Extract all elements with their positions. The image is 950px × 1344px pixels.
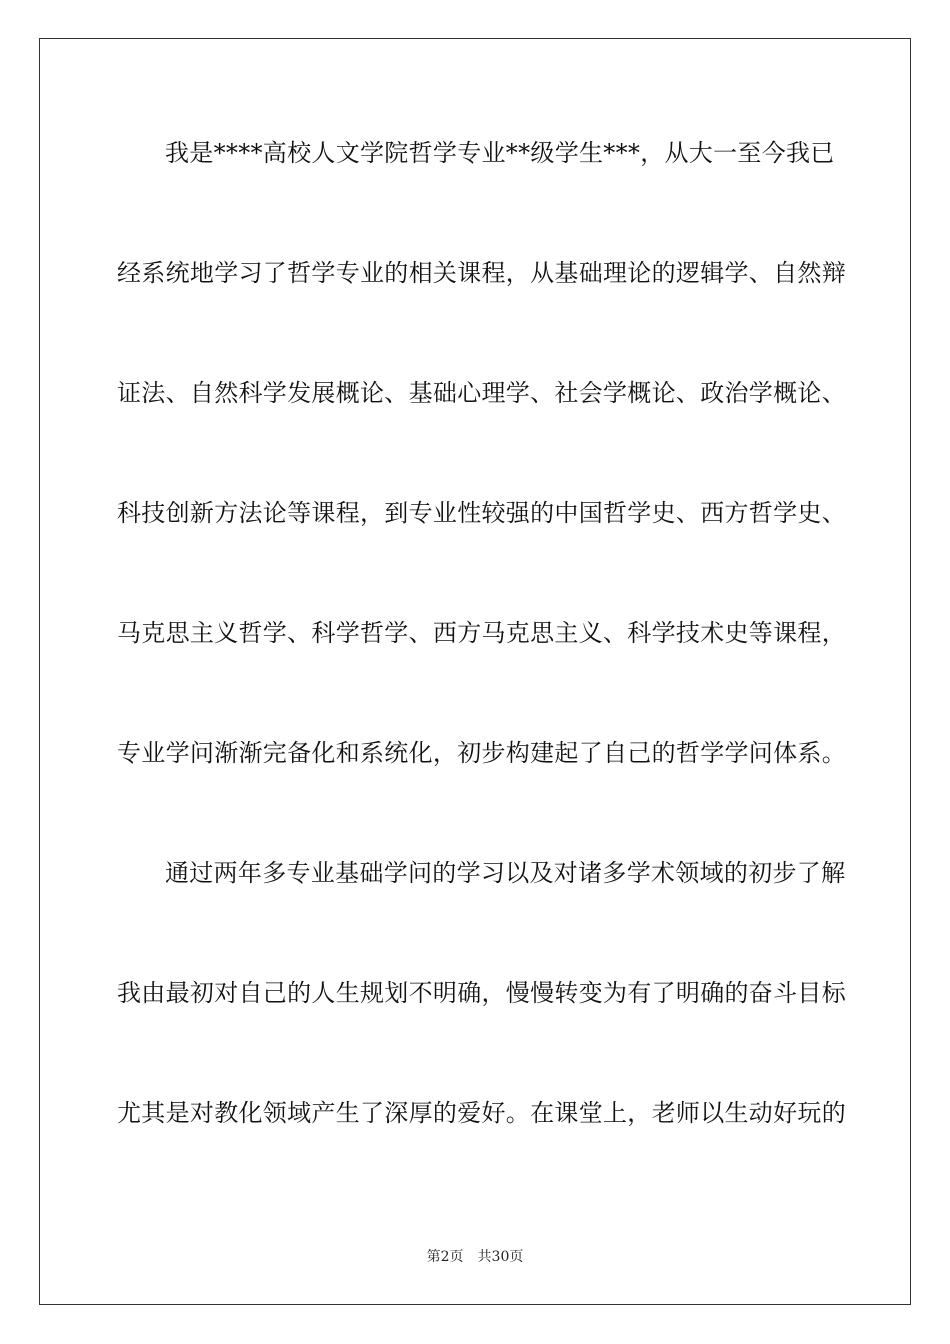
- paragraph-2-line-1: 通过两年多专业基础学问的学习以及对诸多学术领域的初步了解: [165, 859, 846, 887]
- paragraph-1-line-5: 马克思主义哲学、科学哲学、西方马克思主义、科学技术史等课程，: [117, 619, 846, 647]
- page-footer: [0, 1248, 950, 1266]
- page-number: 第2页: [426, 1249, 464, 1265]
- paragraph-2-line-2: 我由最初对自己的人生规划不明确，慢慢转变为有了明确的奋斗目标: [117, 979, 846, 1007]
- paragraph-1-line-4: 科技创新方法论等课程，到专业性较强的中国哲学史、西方哲学史、: [117, 499, 846, 527]
- paragraph-1-line-3: 证法、自然科学发展概论、基础心理学、社会学概论、政治学概论、: [117, 379, 846, 407]
- page-total: 共30页: [477, 1249, 524, 1265]
- paragraph-1-line-1: 我是****高校人文学院哲学专业**级学生***，从大一至今我已: [165, 139, 835, 167]
- paragraph-2-line-3: 尤其是对教化领域产生了深厚的爱好。在课堂上，老师以生动好玩的: [117, 1099, 846, 1127]
- paragraph-1-line-2: 经系统地学习了哲学专业的相关课程，从基础理论的逻辑学、自然辩: [117, 259, 846, 287]
- paragraph-1-line-6: 专业学问渐渐完备化和系统化，初步构建起了自己的哲学学问体系。: [117, 739, 846, 767]
